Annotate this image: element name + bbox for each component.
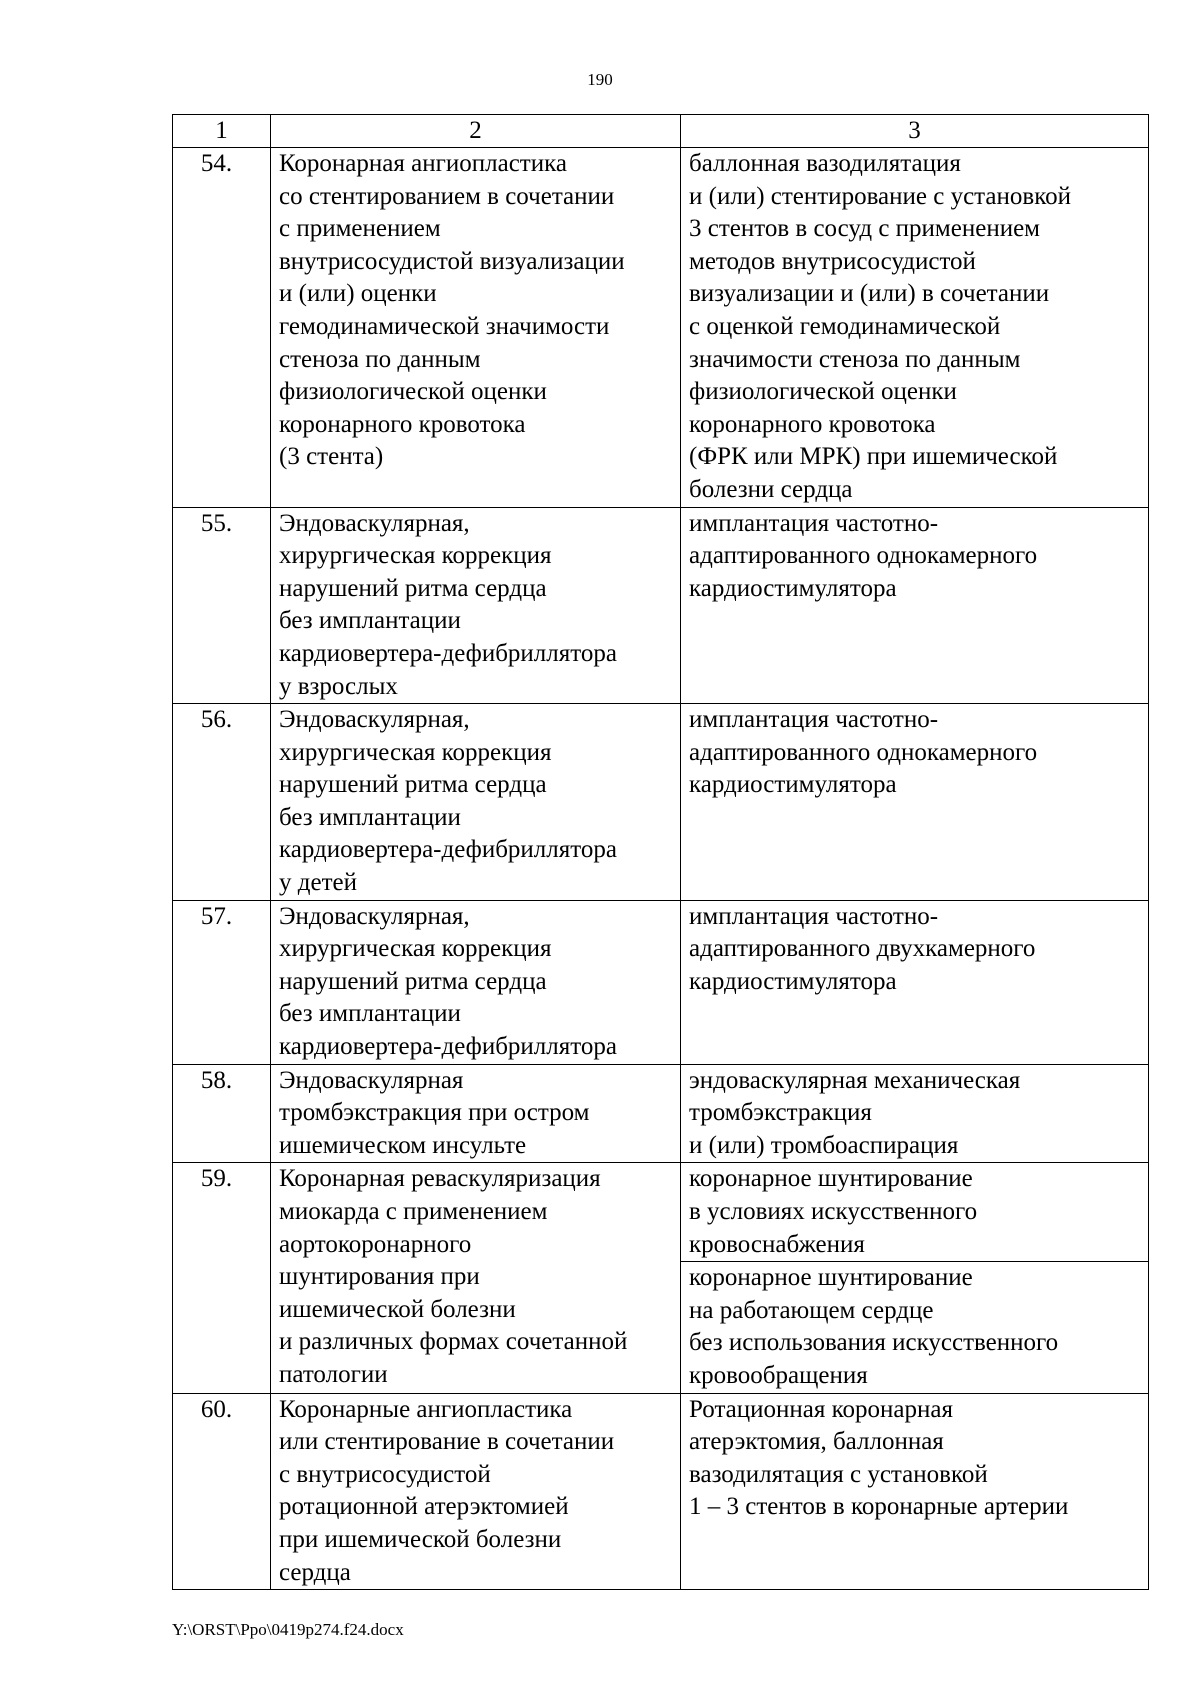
method-cell	[681, 1393, 1149, 1590]
cell-line: или стентирование в сочетании	[279, 1428, 615, 1456]
row-number-cell: 57.	[173, 900, 271, 1064]
cell-line: без использования искусственного	[689, 1329, 1059, 1357]
cell-line: имплантация частотно-	[689, 706, 939, 734]
table-header-row	[173, 115, 1149, 148]
cell-line: нарушений ритма сердца	[279, 574, 547, 602]
column-header-3: 3	[681, 115, 1149, 148]
cell-line: Коронарная ангиопластика	[279, 150, 567, 177]
cell-line: хирургическая коррекция	[279, 935, 552, 963]
cell-line: и (или) оценки	[279, 280, 437, 308]
cell-line: ишемическом инсульте	[279, 1131, 527, 1159]
cell-line: у взрослых	[279, 672, 398, 700]
procedure-name-cell	[271, 900, 681, 1064]
method-cell	[681, 1064, 1149, 1163]
cell-line: (ФРК или МРК) при ишемической	[689, 443, 1058, 471]
cell-line: миокарда с применением	[279, 1198, 548, 1225]
cell-line: атерэктомия, баллонная	[689, 1428, 944, 1456]
cell-line: (3 стента)	[279, 443, 384, 471]
cell-line: аортокоронарного	[279, 1230, 472, 1258]
cell-line: кардиовертера-дефибриллятора	[279, 836, 617, 864]
cell-line: визуализации и (или) в сочетании	[689, 280, 1050, 308]
method-cell	[681, 507, 1149, 704]
page-number: 190	[587, 70, 613, 89]
cell-line: коронарное шунтирование	[689, 1165, 973, 1193]
cell-line: со стентированием в сочетании	[279, 182, 615, 210]
cell-line: стеноза по данным	[279, 345, 481, 373]
table-row	[173, 1163, 1149, 1262]
cell-line: кровоснабжения	[689, 1230, 865, 1258]
cell-line: эндоваскулярная механическая	[689, 1066, 1021, 1094]
cell-line: имплантация частотно-	[689, 509, 939, 537]
cell-line: хирургическая коррекция	[279, 738, 552, 766]
table-row	[173, 148, 1149, 508]
cell-line: сердца	[279, 1558, 351, 1586]
cell-line: с внутрисосудистой	[279, 1460, 491, 1488]
cell-line: без имплантации	[279, 1000, 461, 1028]
table-body	[173, 115, 1149, 1590]
procedure-name-cell	[271, 704, 681, 901]
cell-line: гемодинамической значимости	[279, 312, 610, 340]
row-number-cell: 55.	[173, 507, 271, 704]
cell-line: ишемической болезни	[279, 1295, 516, 1323]
row-number-cell: 54.	[173, 148, 271, 508]
cell-line: значимости стеноза по данным	[689, 345, 1021, 373]
row-number-cell: 58.	[173, 1064, 271, 1163]
cell-line: физиологической оценки	[279, 378, 547, 406]
procedures-table	[172, 114, 1149, 1590]
procedure-name-cell	[271, 148, 681, 508]
cell-line: адаптированного двухкамерного	[689, 935, 1036, 963]
row-number-cell: 59.	[173, 1163, 271, 1393]
cell-line: Эндоваскулярная,	[279, 706, 470, 734]
procedure-name-cell	[271, 1064, 681, 1163]
table-row	[173, 900, 1149, 1064]
cell-line: внутрисосудистой визуализации	[279, 247, 625, 275]
table-row	[173, 1064, 1149, 1163]
cell-line: и (или) стентирование с установкой	[689, 182, 1071, 210]
footer-file-path: Y:\ORST\Ppo\0419p274.f24.docx	[172, 1620, 404, 1639]
cell-line: ротационной атерэктомией	[279, 1493, 569, 1521]
cell-line: 3 стентов в сосуд с применением	[689, 215, 1041, 243]
procedure-name-cell	[271, 1393, 681, 1590]
table-row	[173, 507, 1149, 704]
cell-line: хирургическая коррекция	[279, 542, 552, 570]
procedure-name-cell	[271, 1163, 681, 1393]
cell-line: без имплантации	[279, 803, 461, 831]
method-cell	[681, 900, 1149, 1064]
cell-line: вазодилятация с установкой	[689, 1460, 988, 1488]
cell-line: в условиях искусственного	[689, 1198, 978, 1225]
cell-line: болезни сердца	[689, 475, 853, 503]
cell-line: кардиостимулятора	[689, 967, 897, 995]
cell-line: без имплантации	[279, 607, 461, 635]
cell-line: нарушений ритма сердца	[279, 967, 547, 995]
cell-line: баллонная вазодилятация	[689, 150, 961, 177]
method-cell	[681, 704, 1149, 901]
method-cell	[681, 148, 1149, 508]
cell-line: при ишемической болезни	[279, 1525, 562, 1553]
table-row	[173, 1393, 1149, 1590]
cell-line: патологии	[279, 1360, 388, 1388]
cell-line: кардиовертера-дефибриллятора	[279, 639, 617, 667]
cell-line: Ротационная коронарная	[689, 1395, 953, 1423]
method-cell	[681, 1163, 1149, 1262]
cell-line: Коронарная реваскуляризация	[279, 1165, 601, 1193]
cell-line: 1 – 3 стентов в коронарные артерии	[689, 1493, 1069, 1521]
table-row	[173, 704, 1149, 901]
cell-line: Эндоваскулярная,	[279, 509, 470, 537]
cell-line: у детей	[279, 869, 357, 897]
cell-line: и (или) тромбоаспирация	[689, 1131, 959, 1159]
cell-line: тромбэкстракция при остром	[279, 1099, 590, 1127]
cell-line: имплантация частотно-	[689, 902, 939, 930]
cell-line: на работающем сердце	[689, 1296, 934, 1324]
method-cell	[681, 1262, 1149, 1393]
column-header-2: 2	[271, 115, 681, 148]
column-header-1: 1	[173, 115, 271, 148]
row-number-cell: 60.	[173, 1393, 271, 1590]
cell-line: коронарного кровотока	[689, 410, 936, 438]
cell-line: адаптированного однокамерного	[689, 542, 1038, 570]
cell-line: кровообращения	[689, 1361, 868, 1389]
cell-line: кардиовертера-дефибриллятора	[279, 1033, 617, 1061]
cell-line: шунтирования при	[279, 1263, 480, 1291]
cell-line: физиологической оценки	[689, 378, 957, 406]
cell-line: коронарное шунтирование	[689, 1264, 973, 1292]
cell-line: Эндоваскулярная	[279, 1066, 464, 1094]
cell-line: нарушений ритма сердца	[279, 771, 547, 799]
cell-line: с применением	[279, 215, 441, 243]
cell-line: кардиостимулятора	[689, 771, 897, 799]
cell-line: адаптированного однокамерного	[689, 738, 1038, 766]
cell-line: коронарного кровотока	[279, 410, 526, 438]
cell-line: Коронарные ангиопластика	[279, 1395, 573, 1423]
cell-line: кардиостимулятора	[689, 574, 897, 602]
cell-line: и различных формах сочетанной	[279, 1328, 628, 1356]
procedure-name-cell	[271, 507, 681, 704]
cell-line: Эндоваскулярная,	[279, 902, 470, 930]
cell-line: тромбэкстракция	[689, 1099, 872, 1127]
row-number-cell: 56.	[173, 704, 271, 901]
cell-line: с оценкой гемодинамической	[689, 312, 1001, 340]
cell-line: методов внутрисосудистой	[689, 247, 976, 275]
